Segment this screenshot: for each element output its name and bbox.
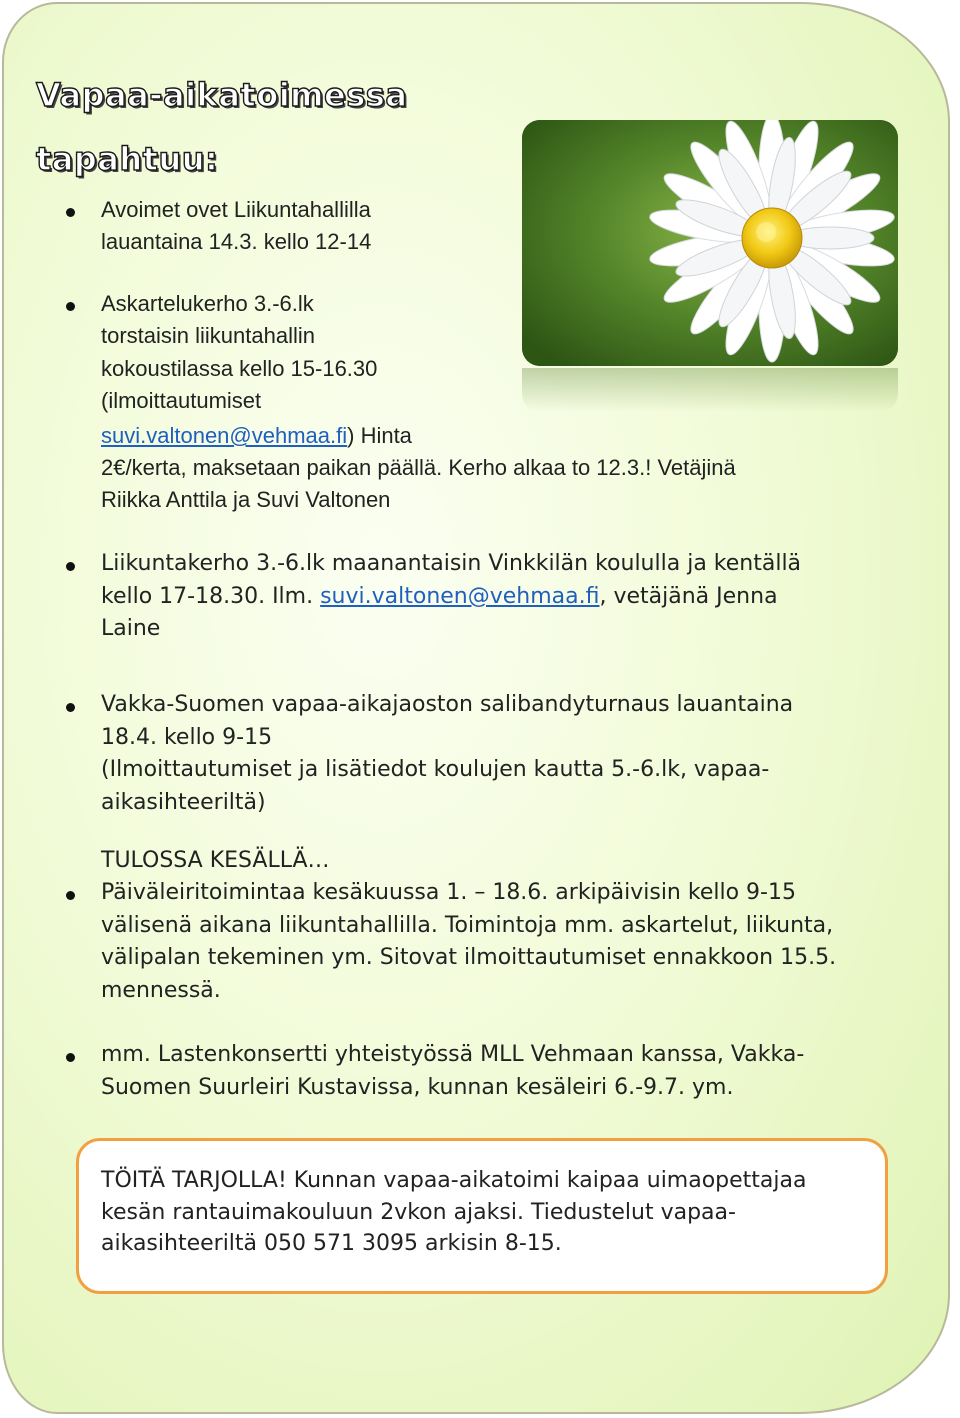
daisy-image [522,120,898,366]
jobs-line-1: TÖITÄ TARJOLLA! Kunnan vapaa-aikatoimi kaipaa uimaopettajaa [101,1168,807,1193]
bullet-icon [66,562,75,571]
item-2-line-2: torstaisin liikuntahallin [101,323,315,348]
item-5-line-2: välisenä aikana liikuntahallilla. Toimintoja mm. askartelut, liikunta, [101,913,834,938]
item-2-line-1: Askartelukerho 3.-6.lk [101,291,314,316]
item-2-line-3: kokoustilassa kello 15-16.30 [101,356,378,381]
item-2-line-4: (ilmoittautumiset [101,388,262,413]
item-5-line-1: Päiväleiritoimintaa kesäkuussa 1. – 18.6. arkipäivisin kello 9-15 [101,880,796,905]
jobs-line-3: aikasihteeriltä 050 571 3095 arkisin 8-15. [101,1231,562,1256]
item-6-line-2: Suomen Suurleiri Kustavissa, kunnan kesäleiri 6.-9.7. ym. [101,1075,734,1100]
item-6-line-1: mm. Lastenkonsertti yhteistyössä MLL Vehmaan kanssa, Vakka- [101,1042,805,1067]
title-line-2: tapahtuu: [36,140,219,178]
coming-heading: TULOSSA KESÄLLÄ… [101,848,330,873]
bullet-icon [66,703,75,712]
item-5-line-3: välipalan tekeminen ym. Sitovat ilmoittautumiset ennakkoon 15.5. [101,945,837,970]
bullet-icon [66,302,75,311]
daisy-illustration [522,120,898,366]
email-link[interactable]: suvi.valtonen@vehmaa.fi [101,423,348,448]
item-1-line-1: Avoimet ovet Liikuntahallilla [101,197,371,222]
item-1-line-2: lauantaina 14.3. kello 12-14 [101,229,372,254]
item-4-line-2: 18.4. kello 9-15 [101,725,273,750]
item-4-line-1: Vakka-Suomen vapaa-aikajaoston salibandyturnaus lauantaina [101,692,794,717]
item-4-line-3: (Ilmoittautumiset ja lisätiedot koulujen kautta 5.-6.lk, vapaa- [101,757,770,782]
email-link[interactable]: suvi.valtonen@vehmaa.fi [320,584,600,609]
image-reflection [522,368,898,412]
item-2-line-7: Riikka Anttila ja Suvi Valtonen [101,487,391,512]
bullet-icon [66,1053,75,1062]
item-2-line-6: 2€/kerta, maksetaan paikan päällä. Kerho alkaa to 12.3.! Vetäjinä [101,455,736,480]
jobs-line-2: kesän rantauimakouluun 2vkon ajaksi. Tiedustelut vapaa- [101,1200,736,1225]
item-3-line-2 [101,581,778,613]
item-3-line-1: Liikuntakerho 3.-6.lk maanantaisin Vinkkilän koululla ja kentällä [101,551,802,576]
item-2-line-5 [101,420,412,452]
item-4-line-4: aikasihteeriltä) [101,790,266,815]
leader-label: , vetäjänä Jenna [599,584,778,609]
item-5-line-4: mennessä. [101,978,221,1003]
title-line-1: Vapaa-aikatoimessa [36,76,408,114]
time-label: kello 17-18.30. Ilm. [101,584,321,609]
bullet-icon [66,208,75,217]
item-3-line-3: Laine [101,616,161,641]
price-label: ) Hinta [347,423,412,448]
bullet-icon [66,891,75,900]
